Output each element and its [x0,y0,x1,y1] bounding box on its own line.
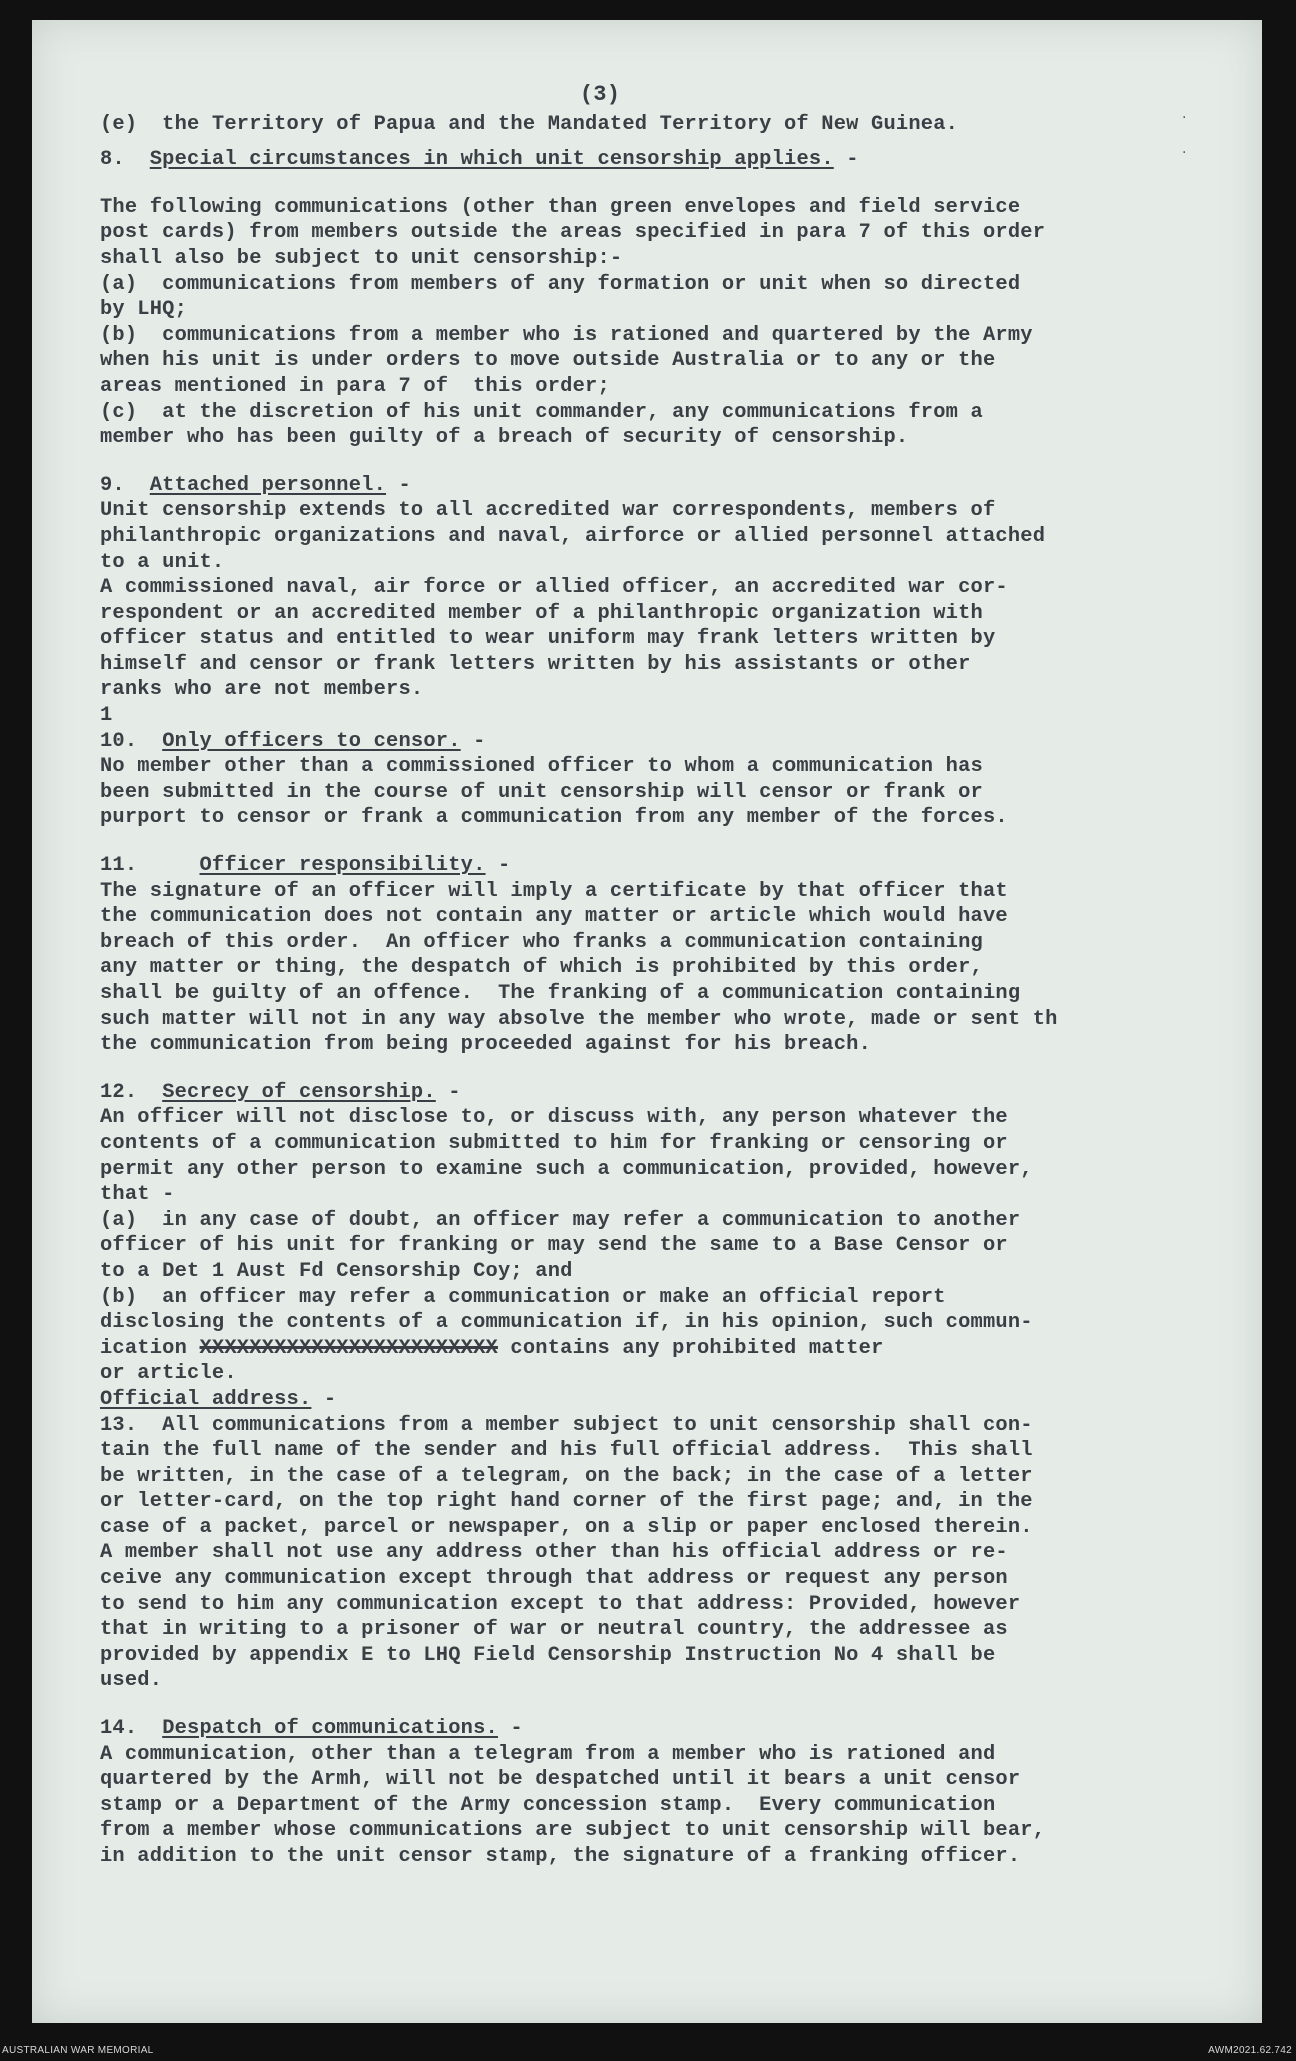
text-line: in addition to the unit censor stamp, the signature of a franking officer. [100,1845,1021,1868]
text-line: An officer will not disclose to, or discuss with, any person whatever the [100,1106,1008,1130]
text-line: No member other than a commissioned officer to whom a communication has [100,755,983,779]
text-line: (c) at the discretion of his unit commander, any communications from a [100,400,983,424]
margin-mark: · [1182,145,1187,161]
text-line: case of a packet, parcel or newspaper, on a slip or paper enclosed therein. [100,1515,1033,1539]
text-line: to a Det 1 Aust Fd Censorship Coy; and [100,1259,573,1283]
text-line: by LHQ; [100,298,188,322]
text-line: philanthropic organizations and naval, airforce or allied personnel attached [100,524,1046,548]
archive-reference: AWM2021.62.742 [1208,2045,1292,2056]
text-line: disclosing the contents of a communication if, in his opinion, such commun- [100,1311,1033,1335]
document-body [100,82,1260,1870]
text-line: when his unit is under orders to move outside Australia or to any or the [100,349,996,373]
text-line: A commissioned naval, air force or allied officer, an accredited war cor- [100,576,1008,600]
text-line: A communication, other than a telegram from a member who is rationed and [100,1742,996,1766]
text-line: himself and censor or frank letters written by his assistants or other [100,652,971,676]
text-line: such matter will not in any way absolve the member who wrote, made or sent th [100,1007,1058,1031]
text-line: A member shall not use any address other than his official address or re- [100,1541,1008,1565]
section-heading: 12. Secrecy of censorship. - [100,1080,461,1104]
text-line: Unit censorship extends to all accredited war correspondents, members of [100,499,996,523]
text-line: purport to censor or frank a communication from any member of the forces. [100,806,1008,830]
text-line: from a member whose communications are subject to unit censorship will bear, [100,1819,1046,1843]
text-line: to send to him any communication except to that address: Provided, however [100,1592,1021,1616]
text-line: quartered by the Armh, will not be despatched until it bears a unit censor [100,1768,1021,1792]
text-line: 13. All communications from a member subject to unit censorship shall con- [100,1413,1033,1437]
text-line: The signature of an officer will imply a certificate by that officer that [100,879,1008,903]
text-line: 1 [100,704,113,728]
text-line: ceive any communication except through that address or request any person [100,1567,1008,1591]
text-line: (a) communications from members of any formation or unit when so directed [100,272,1021,296]
text-line: respondent or an accredited member of a philanthropic organization with [100,601,983,625]
text-line: shall also be subject to unit censorship:- [100,246,623,270]
text-line: contents of a communication submitted to him for franking or censoring or [100,1131,1008,1155]
text-line: be written, in the case of a telegram, on the back; in the case of a letter [100,1464,1033,1488]
text-line: ranks who are not members. [100,678,424,702]
text-line: officer status and entitled to wear uniform may frank letters written by [100,627,996,651]
text-line: post cards) from members outside the areas specified in para 7 of this order [100,221,1046,245]
text-line: breach of this order. An officer who franks a communication containing [100,930,983,954]
text-line: The following communications (other than green envelopes and field service [100,195,1021,219]
text-line: the communication from being proceeded against for his breach. [100,1033,872,1057]
text-line: ication XXXXXXXXXXXXXXXXXXXXXXXX contains any prohibited matter [100,1336,884,1360]
text-line: areas mentioned in para 7 of this order; [100,374,610,398]
text-line: tain the full name of the sender and his full official address. This shall [100,1439,1033,1463]
text-line: shall be guilty of an offence. The franking of a communication containing [100,982,1021,1005]
text-line: to a unit. [100,550,225,574]
text-line: permit any other person to examine such a communication, provided, however, [100,1157,1033,1181]
text-line: or article. [100,1362,237,1386]
text-line: provided by appendix E to LHQ Field Censorship Instruction No 4 shall be [100,1643,996,1667]
text-line: or letter-card, on the top right hand corner of the first page; and, in the [100,1490,1033,1514]
text-line: member who has been guilty of a breach of security of censorship. [100,426,909,450]
text-line: used. [100,1669,163,1693]
section-heading: 8. Special circumstances in which unit censorship applies. - [100,148,859,172]
text-line: (a) in any case of doubt, an officer may refer a communication to another [100,1208,1021,1232]
text-line: officer of his unit for franking or may send the same to a Base Censor or [100,1234,1008,1258]
struck-out-text: XXXXXXXXXXXXXXXXXXXXXXXX [199,1336,498,1360]
text-line: been submitted in the course of unit censorship will censor or frank or [100,780,983,804]
section-heading: 11. Officer responsibility. - [100,854,511,878]
text-line: (b) communications from a member who is rationed and quartered by the Army [100,323,1033,347]
section-heading: 14. Despatch of communications. - [100,1717,523,1741]
document-page [32,20,1262,2023]
text-line: the communication does not contain any matter or article which would have [100,905,1008,929]
page-number: (3) [579,82,621,107]
margin-mark: · [1182,110,1187,126]
section-heading: Official address. - [100,1387,337,1411]
section-heading: 10. Only officers to censor. - [100,729,486,753]
text-line: that in writing to a prisoner of war or neutral country, the addressee as [100,1618,1008,1642]
text-line: (e) the Territory of Papua and the Mandated Territory of New Guinea. [100,112,959,136]
text-line: any matter or thing, the despatch of which is prohibited by this order, [100,956,983,980]
text-line: (b) an officer may refer a communication or make an official report [100,1285,946,1309]
section-heading: 9. Attached personnel. - [100,473,411,497]
text-line: that - [100,1183,175,1207]
archive-credit: AUSTRALIAN WAR MEMORIAL [2,2045,154,2056]
text-line: stamp or a Department of the Army concession stamp. Every communication [100,1793,996,1817]
